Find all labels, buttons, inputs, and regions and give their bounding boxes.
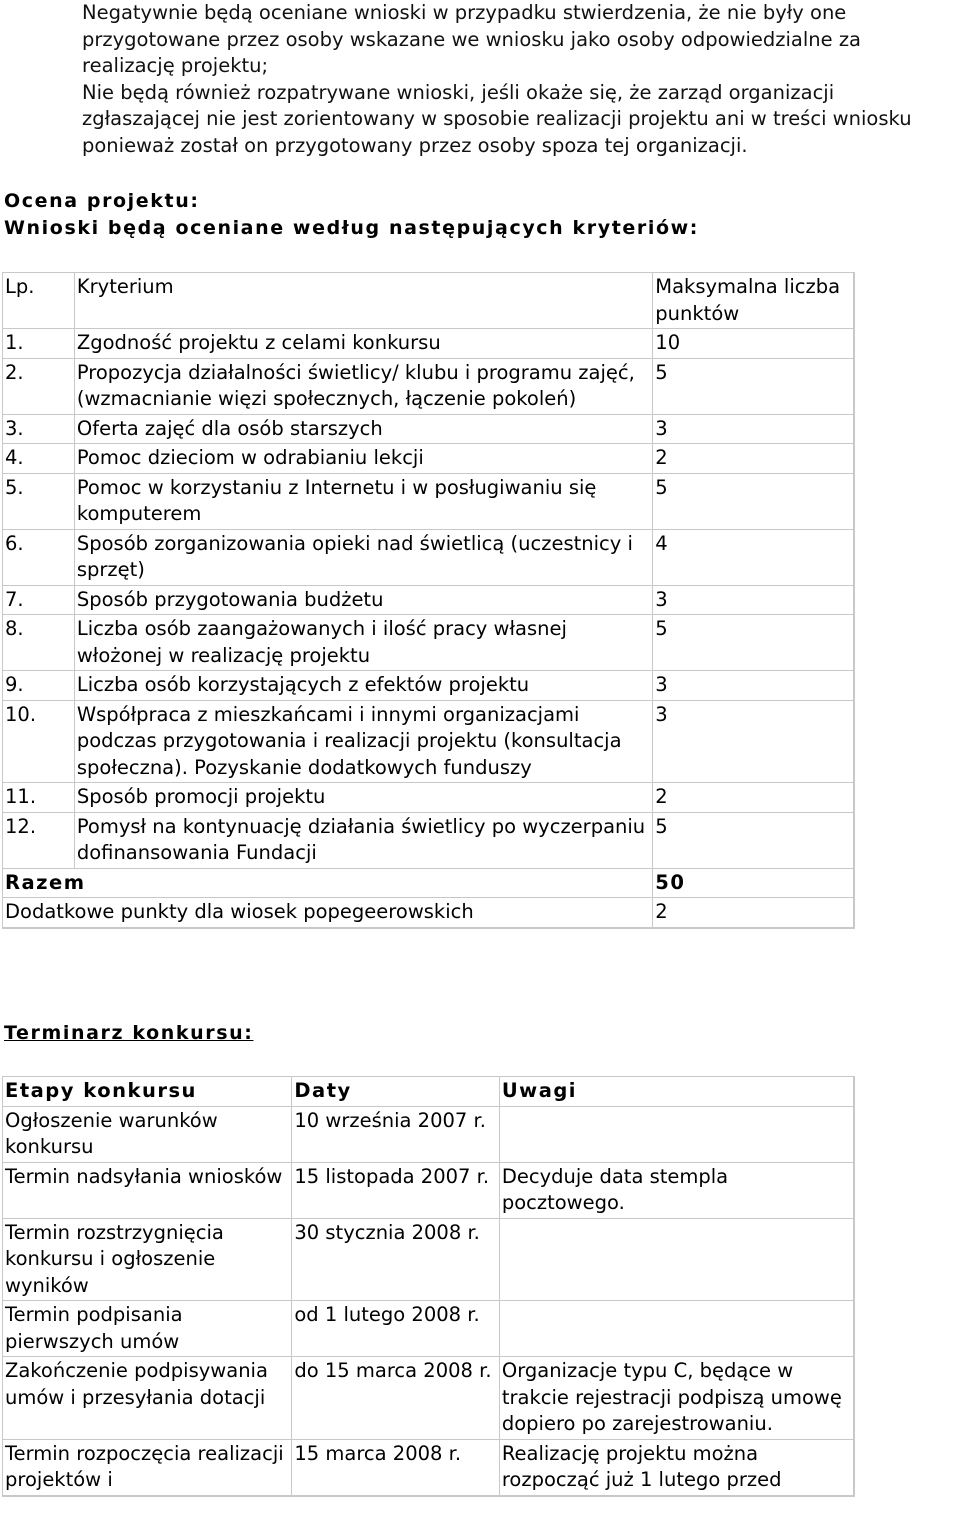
header-daty: Daty bbox=[291, 1076, 498, 1106]
row-points: 4 bbox=[652, 529, 853, 585]
row-criterion: Zgodność projektu z celami konkursu bbox=[74, 328, 652, 358]
row-points: 5 bbox=[652, 473, 853, 529]
row-criterion: Sposób zorganizowania opieki nad świetlicą (uczestnicy i sprzęt) bbox=[74, 529, 652, 585]
table-row bbox=[2, 443, 853, 473]
row-criterion: Współpraca z mieszkańcami i innymi organizacjami podczas przygotowania i realizacji projektu (konsultacja społeczna). Pozyskanie dodatkowych funduszy bbox=[74, 700, 652, 783]
row-stage: Termin nadsyłania wniosków bbox=[2, 1162, 291, 1218]
table-row bbox=[2, 328, 853, 358]
table-row bbox=[2, 1162, 853, 1218]
extra-points-row bbox=[2, 897, 853, 927]
table-row bbox=[2, 585, 853, 615]
row-notes bbox=[499, 1300, 853, 1356]
row-lp: 8. bbox=[2, 614, 74, 670]
header-etapy: Etapy konkursu bbox=[2, 1076, 291, 1106]
row-date: 15 marca 2008 r. bbox=[291, 1439, 498, 1495]
row-criterion: Pomysł na kontynuację działania świetlicy po wyczerpaniu dofinansowania Fundacji bbox=[74, 812, 652, 868]
row-stage: Termin rozstrzygnięcia konkursu i ogłoszenie wyników bbox=[2, 1218, 291, 1301]
row-criterion: Sposób promocji projektu bbox=[74, 782, 652, 812]
row-notes: Realizację projektu można rozpocząć już 1 lutego przed bbox=[499, 1439, 853, 1495]
row-notes bbox=[499, 1218, 853, 1301]
row-stage: Termin rozpoczęcia realizacji projektów i bbox=[2, 1439, 291, 1495]
table-row bbox=[2, 782, 853, 812]
row-notes: Organizacje typu C, będące w trakcie rejestracji podpiszą umowę dopiero po zarejestrowaniu. bbox=[499, 1356, 853, 1439]
row-points: 3 bbox=[652, 670, 853, 700]
table-row bbox=[2, 614, 853, 670]
header-lp: Lp. bbox=[2, 272, 74, 328]
row-lp: 10. bbox=[2, 700, 74, 783]
row-lp: 1. bbox=[2, 328, 74, 358]
total-label: Razem bbox=[2, 868, 652, 898]
row-criterion: Pomoc w korzystaniu z Internetu i w posługiwaniu się komputerem bbox=[74, 473, 652, 529]
intro-paragraph-1: Negatywnie będą oceniane wnioski w przypadku stwierdzenia, że nie były one przygotowane przez osoby wskazane we wniosku jako osoby odpowiedzialne za realizację projektu; bbox=[82, 1, 862, 77]
extra-points-label: Dodatkowe punkty dla wiosek popegeerowskich bbox=[2, 897, 652, 927]
table-row bbox=[2, 414, 853, 444]
table-row bbox=[2, 358, 853, 414]
row-date: od 1 lutego 2008 r. bbox=[291, 1300, 498, 1356]
ocena-subtitle: Wnioski będą oceniane według następujących kryteriów: bbox=[4, 217, 699, 239]
row-points: 2 bbox=[652, 443, 853, 473]
total-row bbox=[2, 868, 853, 898]
row-points: 3 bbox=[652, 700, 853, 783]
ocena-title: Ocena projektu: bbox=[4, 190, 200, 212]
row-lp: 2. bbox=[2, 358, 74, 414]
row-points: 2 bbox=[652, 782, 853, 812]
table-row bbox=[2, 529, 853, 585]
row-date: 10 września 2007 r. bbox=[291, 1106, 498, 1162]
row-lp: 11. bbox=[2, 782, 74, 812]
table-row bbox=[2, 1439, 853, 1495]
row-lp: 4. bbox=[2, 443, 74, 473]
row-points: 5 bbox=[652, 358, 853, 414]
row-points: 3 bbox=[652, 414, 853, 444]
table-row bbox=[2, 700, 853, 783]
schedule-table bbox=[2, 1076, 855, 1497]
extra-points-value: 2 bbox=[652, 897, 853, 927]
intro-text bbox=[82, 0, 958, 159]
schedule-header-row bbox=[2, 1076, 853, 1106]
row-criterion: Sposób przygotowania budżetu bbox=[74, 585, 652, 615]
table-row bbox=[2, 812, 853, 868]
table-row bbox=[2, 1218, 853, 1301]
table-row bbox=[2, 1356, 853, 1439]
row-date: do 15 marca 2008 r. bbox=[291, 1356, 498, 1439]
total-points: 50 bbox=[652, 868, 853, 898]
row-lp: 3. bbox=[2, 414, 74, 444]
row-lp: 9. bbox=[2, 670, 74, 700]
row-date: 30 stycznia 2008 r. bbox=[291, 1218, 498, 1301]
table-row bbox=[2, 1300, 853, 1356]
intro-paragraph-2: Nie będą również rozpatrywane wnioski, jeśli okaże się, że zarząd organizacji zgłaszającej nie jest zorientowany w sposobie realizacji projektu ani w treści wniosku ponieważ został on przygotowany przez osoby spoza tej organizacji. bbox=[82, 80, 912, 157]
header-kryterium: Kryterium bbox=[74, 272, 652, 328]
row-stage: Termin podpisania pierwszych umów bbox=[2, 1300, 291, 1356]
row-notes bbox=[499, 1106, 853, 1162]
table-row bbox=[2, 670, 853, 700]
row-stage: Ogłoszenie warunków konkursu bbox=[2, 1106, 291, 1162]
row-criterion: Liczba osób korzystających z efektów projektu bbox=[74, 670, 652, 700]
row-lp: 12. bbox=[2, 812, 74, 868]
row-lp: 5. bbox=[2, 473, 74, 529]
row-lp: 6. bbox=[2, 529, 74, 585]
criteria-table bbox=[2, 272, 855, 929]
table-row bbox=[2, 473, 853, 529]
row-criterion: Oferta zajęć dla osób starszych bbox=[74, 414, 652, 444]
row-criterion: Liczba osób zaangażowanych i ilość pracy własnej włożonej w realizację projektu bbox=[74, 614, 652, 670]
row-points: 5 bbox=[652, 812, 853, 868]
row-date: 15 listopada 2007 r. bbox=[291, 1162, 498, 1218]
row-points: 3 bbox=[652, 585, 853, 615]
header-uwagi: Uwagi bbox=[499, 1076, 853, 1106]
terminarz-title: Terminarz konkursu: bbox=[4, 1022, 254, 1044]
header-max-points: Maksymalna liczba punktów bbox=[652, 272, 853, 328]
criteria-header-row bbox=[2, 272, 853, 328]
table-row bbox=[2, 1106, 853, 1162]
row-notes: Decyduje data stempla pocztowego. bbox=[499, 1162, 853, 1218]
row-criterion: Propozycja działalności świetlicy/ klubu i programu zajęć, (wzmacnianie więzi społecznych, łączenie pokoleń) bbox=[74, 358, 652, 414]
row-lp: 7. bbox=[2, 585, 74, 615]
row-points: 10 bbox=[652, 328, 853, 358]
row-points: 5 bbox=[652, 614, 853, 670]
row-criterion: Pomoc dzieciom w odrabianiu lekcji bbox=[74, 443, 652, 473]
row-stage: Zakończenie podpisywania umów i przesyłania dotacji bbox=[2, 1356, 291, 1439]
